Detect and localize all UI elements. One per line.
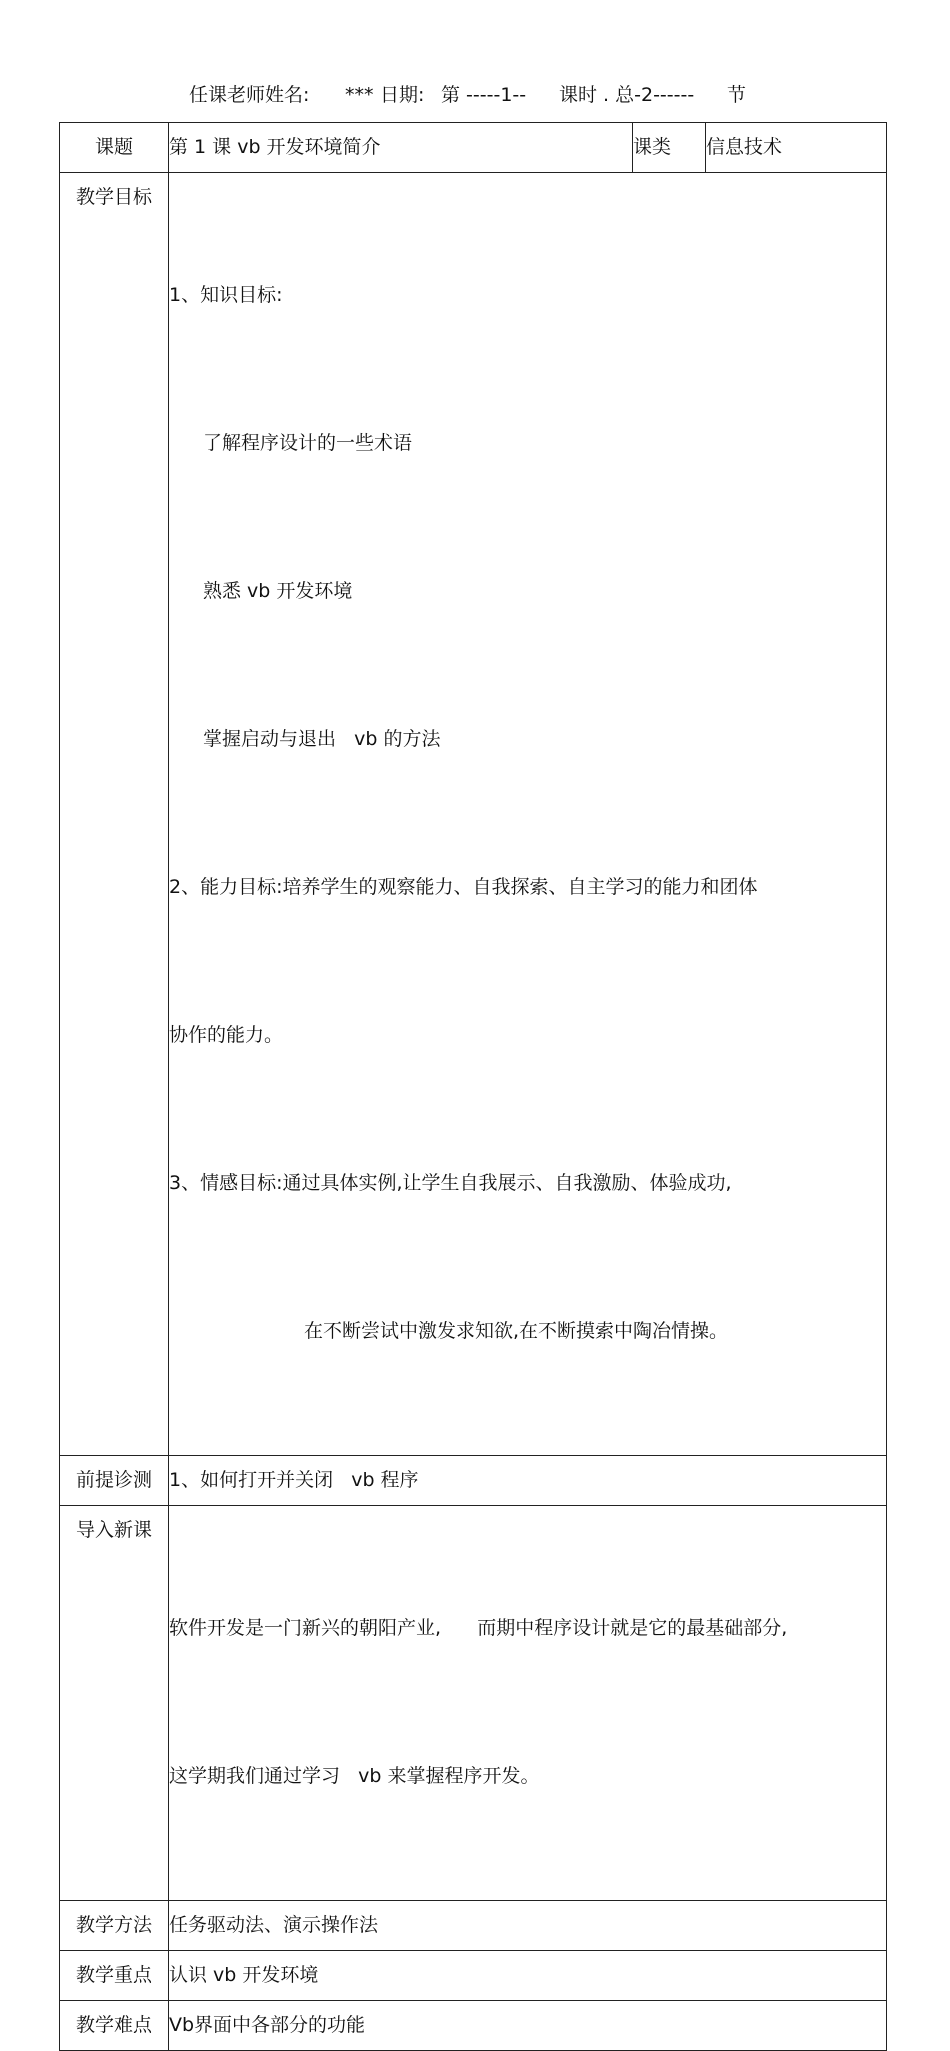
date-label: 日期: — [380, 84, 425, 106]
teacher-name-label: 任课老师姓名: — [189, 84, 310, 106]
intro-line: 这学期我们通过学习 vb 来掌握程序开发。 — [169, 1765, 540, 1787]
intro-line: 软件开发是一门新兴的朝阳产业, 而期中程序设计就是它的最基础部分, — [169, 1617, 788, 1639]
period-total: 课时 . 总-2------ — [559, 84, 695, 106]
knowledge-goal-item: 掌握启动与退出 vb 的方法 — [203, 728, 441, 750]
method-row — [60, 1901, 887, 1951]
topic-value: 第 1 课 vb 开发环境简介 — [169, 123, 633, 173]
pretest-row — [60, 1456, 887, 1506]
emotion-goal-line: 在不断尝试中激发求知欲,在不断摸索中陶冶情操。 — [304, 1320, 729, 1342]
method-label: 教学方法 — [60, 1901, 169, 1951]
lesson-plan-table — [59, 122, 887, 2051]
topic-label: 课题 — [60, 123, 169, 173]
key-point-label: 教学重点 — [60, 1951, 169, 2001]
goals-row — [60, 173, 887, 1456]
period-suffix: 节 — [727, 84, 747, 106]
category-label: 课类 — [633, 123, 706, 173]
category-value: 信息技术 — [706, 123, 887, 173]
topic-row — [60, 123, 887, 173]
intro-content — [169, 1506, 887, 1901]
intro-row — [60, 1506, 887, 1901]
date-value: 第 -----1-- — [441, 84, 527, 106]
intro-label: 导入新课 — [60, 1506, 169, 1901]
pretest-label: 前提诊测 — [60, 1456, 169, 1506]
pretest-value: 1、如何打开并关闭 vb 程序 — [169, 1456, 887, 1506]
goals-label: 教学目标 — [60, 173, 169, 1456]
key-point-row — [60, 1951, 887, 2001]
teacher-name-value: *** — [345, 84, 374, 106]
difficulty-value: Vb界面中各部分的功能 — [169, 2001, 887, 2051]
emotion-goal-line: 3、情感目标:通过具体实例,让学生自我展示、自我激励、体验成功, — [169, 1172, 732, 1194]
ability-goal-line: 2、能力目标:培养学生的观察能力、自我探索、自主学习的能力和团体 — [169, 876, 758, 898]
key-point-value: 认识 vb 开发环境 — [169, 1951, 887, 2001]
difficulty-row — [60, 2001, 887, 2051]
goals-content — [169, 173, 887, 1456]
ability-goal-line: 协作的能力。 — [169, 1024, 284, 1046]
document-header — [0, 80, 950, 110]
knowledge-goal-item: 熟悉 vb 开发环境 — [203, 580, 353, 602]
knowledge-goal-heading: 1、知识目标: — [169, 284, 283, 306]
method-value: 任务驱动法、演示操作法 — [169, 1901, 887, 1951]
knowledge-goal-item: 了解程序设计的一些术语 — [203, 432, 413, 454]
difficulty-label: 教学难点 — [60, 2001, 169, 2051]
